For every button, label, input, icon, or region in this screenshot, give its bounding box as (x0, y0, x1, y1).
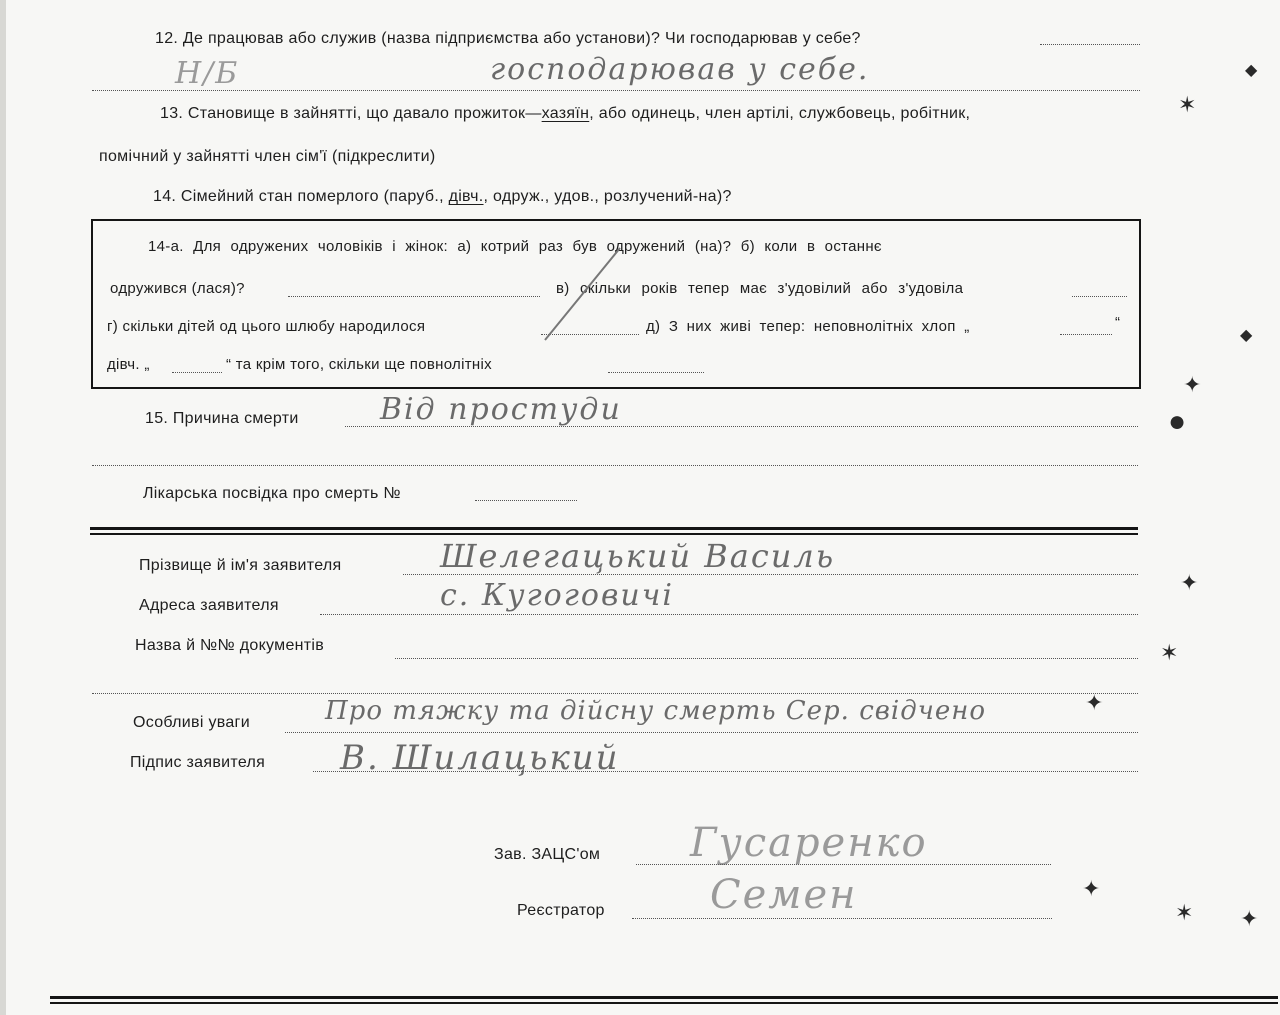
applicant-docs-line (395, 658, 1138, 659)
paper-hole-mark: ● (1168, 405, 1187, 438)
q14a-strike-mark (520, 240, 640, 350)
q12-dotted-line (1040, 44, 1140, 45)
paper-hole-mark: ✦ (1082, 876, 1101, 901)
q14a-dots-b (288, 296, 540, 297)
q14a-dots-adults (608, 372, 704, 373)
q14a-line4a: дівч. „ (107, 356, 150, 373)
q14a-line2a: одружився (лася)? (110, 280, 245, 297)
medical-label: Лікарська посвідка про смерть № (143, 485, 401, 502)
zags-head-label: Зав. ЗАЦС'ом (494, 846, 601, 863)
paper-hole-mark: ✶ (1178, 92, 1197, 117)
zags-head-line (636, 864, 1051, 865)
bottom-rule-top (50, 996, 1278, 999)
registrar-label: Реєстратор (517, 902, 605, 919)
bottom-rule-bottom (50, 1002, 1278, 1004)
registrar-line (632, 918, 1052, 919)
applicant-signature: В. Шилацький (340, 738, 620, 778)
zags-head-signature: Гусаренко (690, 820, 928, 866)
section-divider-bottom (90, 533, 1138, 535)
q14-selected-option: дівч. (448, 188, 484, 205)
notes-label: Особливі уваги (133, 714, 250, 731)
q13-line2: помічний у зайнятті член сім'ї (підкреслити) (99, 148, 436, 165)
applicant-address-line (320, 614, 1138, 615)
q14a-line3a: г) скільки дітей од цього шлюбу народилося (107, 318, 426, 335)
applicant-address-label: Адреса заявителя (139, 597, 279, 614)
q12-answer-left: Н/Б (175, 56, 240, 91)
q13-line1: 13. Становище в зайнятті, що давало прожиток—хазяїн, або одинець, член артілі, службовець, робітник, (160, 105, 971, 122)
page-edge-shadow (0, 0, 6, 1015)
paper-hole-mark: ✦ (1180, 570, 1199, 595)
medical-number-line (475, 500, 577, 501)
q15-label: 15. Причина смерти (145, 410, 299, 427)
q14a-dots-v (1072, 296, 1127, 297)
q14a-dots-boys (1060, 334, 1112, 335)
q14-line: 14. Сімейний стан померлого (паруб., дівч., одруж., удов., розлучений-на)? (153, 188, 732, 205)
notes-line (285, 732, 1138, 733)
signature-label: Підпис заявителя (130, 754, 266, 771)
q14a-line4b: “ та крім того, скільки ще повнолітніх (226, 356, 492, 373)
section-divider-top (90, 527, 1138, 530)
registrar-signature: Семен (710, 872, 858, 918)
applicant-docs-label: Назва й №№ документів (135, 637, 325, 654)
q14a-line3b: д) З них живі тепер: неповнолітніх хлоп „ (646, 318, 970, 335)
applicant-docs-line2 (92, 693, 1138, 694)
applicant-name-line (403, 574, 1138, 575)
paper-hole-mark: ✦ (1183, 372, 1202, 397)
q13-selected-option: хазяїн (541, 105, 590, 122)
signature-line (313, 771, 1138, 772)
q12-label: 12. Де працював або служив (назва підприємства або установи)? Чи господарював у себе? (155, 30, 861, 47)
q14a-dots-girls (172, 372, 222, 373)
q14a-line2b: в) скільки років тепер має з'удовілий або з'удовіла (556, 280, 964, 297)
applicant-address-value: с. Кугоговичі (440, 578, 674, 613)
paper-hole-mark: ✦ (1240, 906, 1259, 931)
applicant-name-value: Шелегацький Василь (440, 537, 836, 575)
q15-extra-line (92, 465, 1138, 466)
paper-hole-mark: ✶ (1160, 640, 1179, 665)
applicant-name-label: Прізвище й ім'я заявителя (139, 557, 342, 574)
paper-hole-mark: ◆ (1240, 327, 1253, 344)
paper-hole-mark: ✦ (1085, 690, 1104, 715)
q15-answer: Від простуди (380, 392, 622, 427)
notes-value: Про тяжку та дійсну смерть Сер. свідчено (325, 696, 987, 726)
q14a-line3c: “ (1115, 314, 1121, 331)
paper-hole-mark: ◆ (1245, 62, 1258, 79)
q15-answer-line (345, 426, 1138, 427)
q12-answer: господарював у себе. (490, 52, 870, 87)
q12-answer-line (92, 90, 1140, 91)
paper-hole-mark: ✶ (1175, 900, 1194, 925)
q14a-line1: 14-а. Для одружених чоловіків і жінок: а) котрий раз був одружений (на)? б) коли в останнє (148, 238, 882, 255)
